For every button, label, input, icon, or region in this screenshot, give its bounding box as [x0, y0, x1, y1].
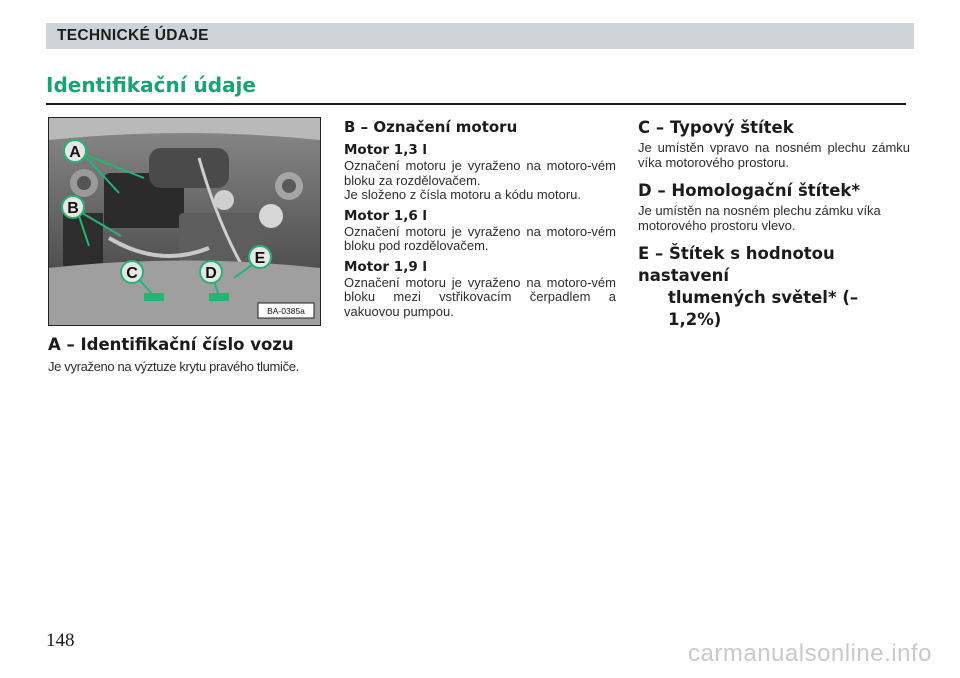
callout-b-label: B	[67, 200, 79, 217]
callout-d-label: D	[205, 265, 217, 282]
callout-c-label: C	[126, 265, 138, 282]
engine-3-title: Motor 1,9 l	[344, 258, 428, 275]
callout-e	[249, 246, 271, 268]
section-a-text: Je vyraženo na výztuze krytu pravého tlumiče.	[48, 359, 299, 374]
callout-c	[121, 261, 143, 283]
figure-reference-code: BA-0385a	[267, 306, 305, 316]
section-a-heading: A – Identifikační číslo vozu	[48, 335, 294, 354]
section-title: TECHNICKÉ ÚDAJE	[57, 27, 209, 44]
section-a	[48, 334, 348, 375]
section-b	[344, 117, 616, 319]
section-c-heading: C – Typový štítek	[638, 118, 794, 137]
callout-a	[64, 140, 86, 162]
engine-2-title: Motor 1,6 l	[344, 207, 428, 224]
callout-a-label: A	[69, 144, 81, 161]
engine-3-text: Označení motoru je vyraženo na motoro-vém bloku mezi vstřikovacím čerpadlem a vakuovou pumpou.	[344, 274, 616, 319]
engine-2-text: Označení motoru je vyraženo na motoro-vém bloku pod rozdělovačem.	[344, 223, 616, 253]
page-title: Identifikační údaje	[46, 73, 256, 97]
section-header-bar	[46, 23, 914, 49]
section-d-heading: D – Homologační štítek*	[638, 181, 861, 200]
section-b-heading: B – Označení motoru	[344, 118, 518, 136]
section-e-heading: E – Štítek s hodnotou nastavení	[638, 244, 835, 285]
callout-e-label: E	[254, 250, 266, 267]
engine-bay-figure	[48, 117, 321, 326]
section-d-text: Je umístěn na nosném plechu zámku víka motorového prostoru vlevo.	[638, 203, 881, 233]
engine-1-extra: Je složeno z čísla motoru a kódu motoru.	[344, 187, 582, 202]
section-c-text: Je umístěn vpravo na nosném plechu zámku víka motorového prostoru.	[638, 140, 910, 170]
page-number: 148	[46, 630, 75, 651]
sections-c-d-e	[638, 117, 910, 331]
section-e-heading-cont: tlumených světel* (–1,2%)	[668, 288, 859, 329]
title-divider	[46, 103, 906, 105]
watermark: carmanualsonline.info	[688, 640, 932, 667]
callout-d	[200, 261, 222, 283]
engine-bay-illustration	[49, 118, 320, 325]
callout-b	[62, 196, 84, 218]
engine-1-title: Motor 1,3 l	[344, 142, 428, 158]
engine-1-text: Označení motoru je vyraženo na motoro-vém bloku za rozdělovačem.	[344, 158, 616, 188]
